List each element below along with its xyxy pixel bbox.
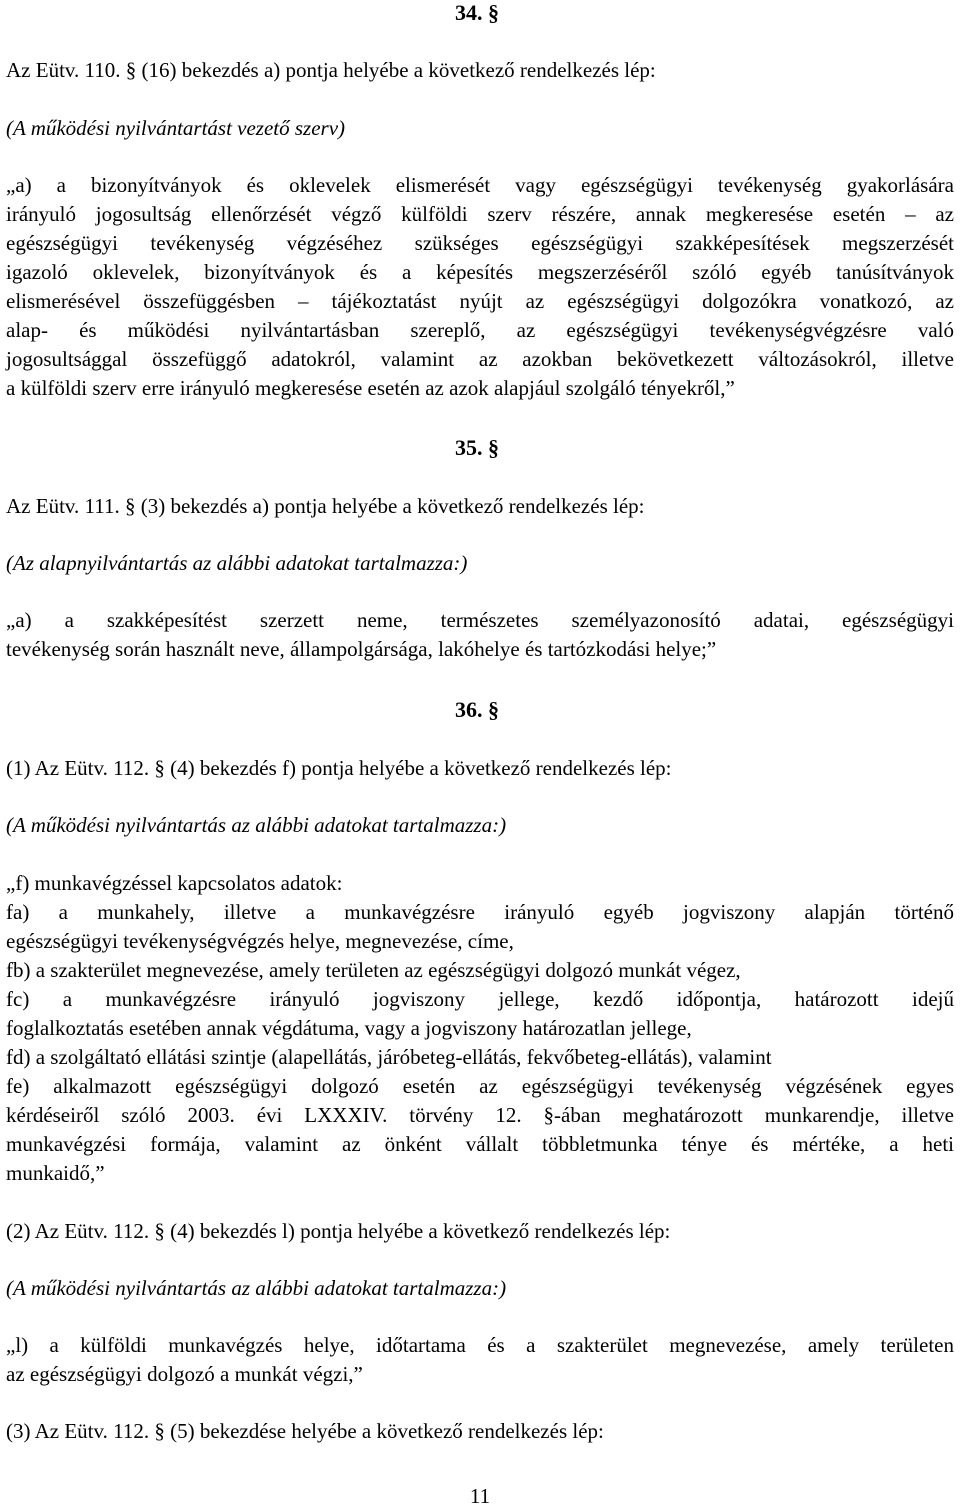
section-heading-34: 34. § xyxy=(455,0,499,25)
section-34-body-line: a külföldi szerv erre irányuló megkeresése esetén az azok alapjául szolgáló tényekről,” xyxy=(6,376,735,400)
section-heading-36: 36. § xyxy=(455,697,499,722)
section-36-body-line: fd) a szolgáltató ellátási szintje (alapellátás, járóbeteg-ellátás, fekvőbeteg-ellátás), valamint xyxy=(6,1045,772,1069)
section-36-body-line: fc) a munkavégzésre irányuló jogviszony jellege, kezdő időpontja, határozott idejű xyxy=(6,987,954,1011)
section-36-body-line: kérdéseiről szóló 2003. évi LXXXIV. törvény 12. §-ában meghatározott munkarendje, illetve xyxy=(6,1103,954,1127)
section-36-body-line: foglalkoztatás esetében annak végdátuma, vagy a jogviszony határozatlan jellege, xyxy=(6,1016,692,1040)
section-36-context-1: (A működési nyilvántartás az alábbi adatokat tartalmazza:) xyxy=(6,813,507,837)
section-36-body2-line: „l) a külföldi munkavégzés helye, időtartama és a szakterület megnevezése, amely területen xyxy=(6,1333,954,1357)
section-34-body-line: igazoló oklevelek, bizonyítványok és a képesítés megszerzéséről szóló egyéb tanúsítványok xyxy=(6,260,954,284)
section-36-intro-3: (3) Az Eütv. 112. § (5) bekezdése helyébe a következő rendelkezés lép: xyxy=(6,1419,604,1443)
page-number: 11 xyxy=(469,1484,491,1508)
section-34-body-line: elismerésével összefüggésben – tájékoztatást nyújt az egészségügyi dolgozókra vonatkozó, az xyxy=(6,289,954,313)
section-36-body-line: munkavégzési formája, valamint az önként vállalt többletmunka ténye és mértéke, a heti xyxy=(6,1132,954,1156)
section-36-body-line: fa) a munkahely, illetve a munkavégzésre irányuló egyéb jogviszony alapján történő xyxy=(6,900,954,924)
section-36-body-line: „f) munkavégzéssel kapcsolatos adatok: xyxy=(6,871,343,895)
section-35-intro: Az Eütv. 111. § (3) bekezdés a) pontja helyébe a következő rendelkezés lép: xyxy=(6,494,645,518)
section-34-context: (A működési nyilvántartást vezető szerv) xyxy=(6,116,346,140)
section-34-body-line: alap- és működési nyilvántartásban szereplő, az egészségügyi tevékenységvégzésre való xyxy=(6,318,954,342)
section-35-body-line: tevékenység során használt neve, állampolgársága, lakóhelye és tartózkodási helye;” xyxy=(6,637,717,661)
section-36-body-line: egészségügyi tevékenységvégzés helye, megnevezése, címe, xyxy=(6,929,514,953)
section-35-context: (Az alapnyilvántartás az alábbi adatokat tartalmazza:) xyxy=(6,551,468,575)
section-36-intro-2: (2) Az Eütv. 112. § (4) bekezdés l) pontja helyébe a következő rendelkezés lép: xyxy=(6,1219,671,1243)
section-34-body-line: egészségügyi tevékenység végzéséhez szükséges egészségügyi szakképesítések megszerzését xyxy=(6,231,954,255)
section-34-body-line: jogosultsággal összefüggő adatokról, valamint az azokban bekövetkezett változásokról, illetve xyxy=(6,347,954,371)
section-36-body2-line: az egészségügyi dolgozó a munkát végzi,” xyxy=(6,1362,363,1386)
section-34-intro: Az Eütv. 110. § (16) bekezdés a) pontja helyébe a következő rendelkezés lép: xyxy=(6,58,656,82)
section-heading-35: 35. § xyxy=(455,435,499,460)
section-34-body-line: „a) a bizonyítványok és oklevelek elismerését vagy egészségügyi tevékenység gyakorlására xyxy=(6,173,954,197)
section-35-body-line: „a) a szakképesítést szerzett neme, természetes személyazonosító adatai, egészségügyi xyxy=(6,608,954,632)
section-36-intro-1: (1) Az Eütv. 112. § (4) bekezdés f) pontja helyébe a következő rendelkezés lép: xyxy=(6,756,672,780)
section-36-context-2: (A működési nyilvántartás az alábbi adatokat tartalmazza:) xyxy=(6,1276,507,1300)
section-36-body-line: munkaidő,” xyxy=(6,1161,105,1185)
section-36-body-line: fe) alkalmazott egészségügyi dolgozó esetén az egészségügyi tevékenység végzésének egyes xyxy=(6,1074,954,1098)
section-36-body-line: fb) a szakterület megnevezése, amely területen az egészségügyi dolgozó munkát végez, xyxy=(6,958,741,982)
section-34-body-line: irányuló jogosultság ellenőrzését végző külföldi szerv részére, annak megkeresése esetén – az xyxy=(6,202,954,226)
